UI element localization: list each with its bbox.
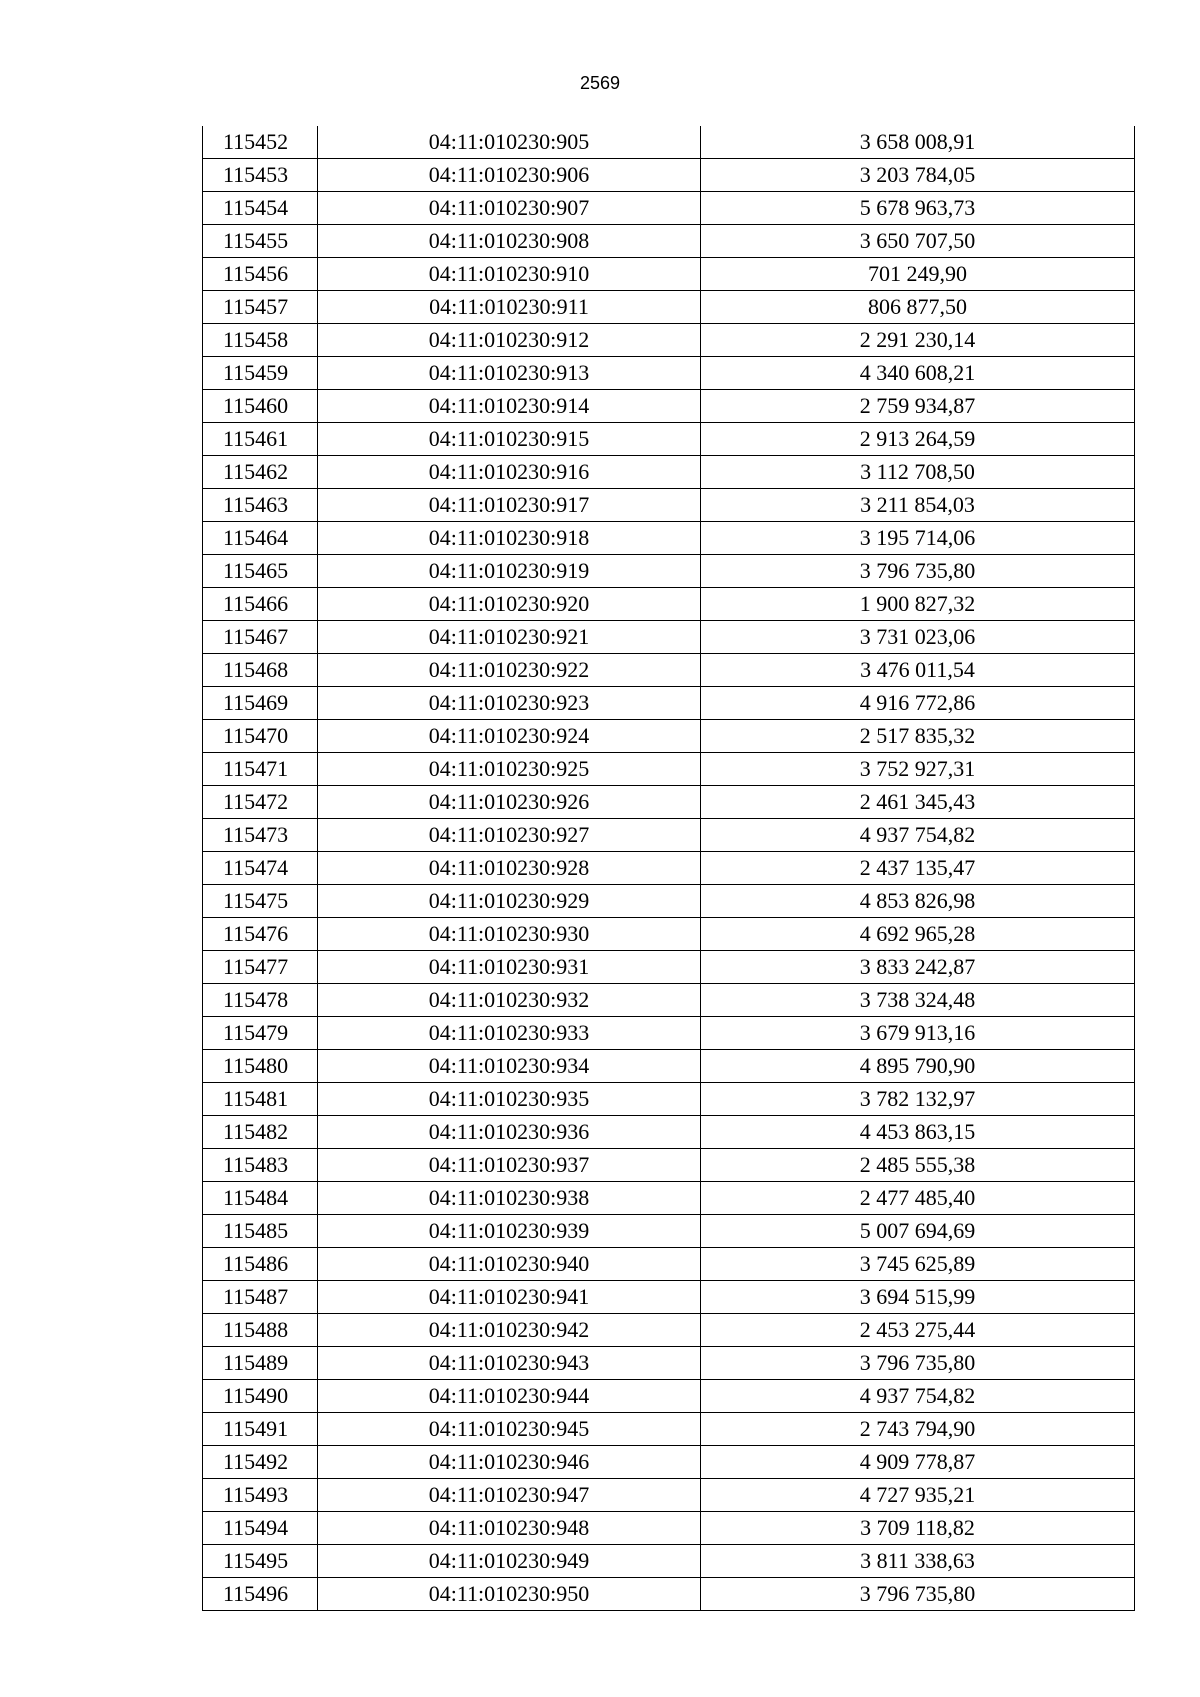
cadastral-number-cell: 04:11:010230:944 bbox=[318, 1380, 701, 1413]
cadastral-value-cell: 3 476 011,54 bbox=[701, 654, 1135, 687]
table-row bbox=[203, 423, 1135, 456]
cadastral-value-cell: 3 796 735,80 bbox=[701, 1347, 1135, 1380]
cadastral-number-cell: 04:11:010230:919 bbox=[318, 555, 701, 588]
row-number-cell: 115490 bbox=[203, 1380, 318, 1413]
table-row bbox=[203, 390, 1135, 423]
row-number-cell: 115467 bbox=[203, 621, 318, 654]
row-number-cell: 115496 bbox=[203, 1578, 318, 1611]
table-row bbox=[203, 1149, 1135, 1182]
cadastral-number-cell: 04:11:010230:925 bbox=[318, 753, 701, 786]
table-row bbox=[203, 621, 1135, 654]
row-number-cell: 115484 bbox=[203, 1182, 318, 1215]
row-number-cell: 115478 bbox=[203, 984, 318, 1017]
table-row bbox=[203, 1578, 1135, 1611]
cadastral-number-cell: 04:11:010230:929 bbox=[318, 885, 701, 918]
cadastral-number-cell: 04:11:010230:950 bbox=[318, 1578, 701, 1611]
table-row bbox=[203, 1314, 1135, 1347]
cadastral-number-cell: 04:11:010230:941 bbox=[318, 1281, 701, 1314]
cadastral-number-cell: 04:11:010230:905 bbox=[318, 126, 701, 159]
cadastral-value-cell: 2 913 264,59 bbox=[701, 423, 1135, 456]
cadastral-value-cell: 4 692 965,28 bbox=[701, 918, 1135, 951]
table-row bbox=[203, 1446, 1135, 1479]
table-row bbox=[203, 1281, 1135, 1314]
row-number-cell: 115459 bbox=[203, 357, 318, 390]
row-number-cell: 115482 bbox=[203, 1116, 318, 1149]
table-row bbox=[203, 456, 1135, 489]
row-number-cell: 115456 bbox=[203, 258, 318, 291]
table-row bbox=[203, 1347, 1135, 1380]
table-row bbox=[203, 1248, 1135, 1281]
table-row bbox=[203, 1479, 1135, 1512]
row-number-cell: 115487 bbox=[203, 1281, 318, 1314]
row-number-cell: 115480 bbox=[203, 1050, 318, 1083]
table-row bbox=[203, 687, 1135, 720]
row-number-cell: 115477 bbox=[203, 951, 318, 984]
cadastral-value-cell: 3 796 735,80 bbox=[701, 555, 1135, 588]
row-number-cell: 115457 bbox=[203, 291, 318, 324]
cadastral-value-cell: 4 727 935,21 bbox=[701, 1479, 1135, 1512]
cadastral-value-cell: 3 195 714,06 bbox=[701, 522, 1135, 555]
table-row bbox=[203, 225, 1135, 258]
cadastral-number-cell: 04:11:010230:918 bbox=[318, 522, 701, 555]
cadastral-number-cell: 04:11:010230:910 bbox=[318, 258, 701, 291]
table-row bbox=[203, 489, 1135, 522]
row-number-cell: 115453 bbox=[203, 159, 318, 192]
row-number-cell: 115471 bbox=[203, 753, 318, 786]
table-row bbox=[203, 951, 1135, 984]
cadastral-value-cell: 2 461 345,43 bbox=[701, 786, 1135, 819]
cadastral-number-cell: 04:11:010230:928 bbox=[318, 852, 701, 885]
cadastral-number-cell: 04:11:010230:926 bbox=[318, 786, 701, 819]
row-number-cell: 115494 bbox=[203, 1512, 318, 1545]
cadastral-number-cell: 04:11:010230:935 bbox=[318, 1083, 701, 1116]
table-row bbox=[203, 918, 1135, 951]
cadastral-value-cell: 3 796 735,80 bbox=[701, 1578, 1135, 1611]
cadastral-number-cell: 04:11:010230:908 bbox=[318, 225, 701, 258]
cadastral-value-cell: 701 249,90 bbox=[701, 258, 1135, 291]
table-row bbox=[203, 720, 1135, 753]
cadastral-number-cell: 04:11:010230:906 bbox=[318, 159, 701, 192]
table-row bbox=[203, 555, 1135, 588]
table-row bbox=[203, 786, 1135, 819]
cadastral-value-cell: 3 650 707,50 bbox=[701, 225, 1135, 258]
cadastral-number-cell: 04:11:010230:916 bbox=[318, 456, 701, 489]
cadastral-number-cell: 04:11:010230:920 bbox=[318, 588, 701, 621]
cadastral-number-cell: 04:11:010230:915 bbox=[318, 423, 701, 456]
cadastral-number-cell: 04:11:010230:921 bbox=[318, 621, 701, 654]
cadastral-number-cell: 04:11:010230:938 bbox=[318, 1182, 701, 1215]
cadastral-number-cell: 04:11:010230:948 bbox=[318, 1512, 701, 1545]
row-number-cell: 115481 bbox=[203, 1083, 318, 1116]
table-row bbox=[203, 588, 1135, 621]
row-number-cell: 115469 bbox=[203, 687, 318, 720]
table-row bbox=[203, 159, 1135, 192]
cadastral-number-cell: 04:11:010230:936 bbox=[318, 1116, 701, 1149]
row-number-cell: 115454 bbox=[203, 192, 318, 225]
table-row bbox=[203, 1017, 1135, 1050]
row-number-cell: 115470 bbox=[203, 720, 318, 753]
cadastral-value-cell: 5 678 963,73 bbox=[701, 192, 1135, 225]
row-number-cell: 115486 bbox=[203, 1248, 318, 1281]
cadastral-number-cell: 04:11:010230:934 bbox=[318, 1050, 701, 1083]
cadastral-number-cell: 04:11:010230:946 bbox=[318, 1446, 701, 1479]
cadastral-value-cell: 3 211 854,03 bbox=[701, 489, 1135, 522]
table-row bbox=[203, 852, 1135, 885]
row-number-cell: 115472 bbox=[203, 786, 318, 819]
cadastral-number-cell: 04:11:010230:945 bbox=[318, 1413, 701, 1446]
cadastral-number-cell: 04:11:010230:942 bbox=[318, 1314, 701, 1347]
table-row bbox=[203, 522, 1135, 555]
cadastral-value-cell: 3 694 515,99 bbox=[701, 1281, 1135, 1314]
table-row bbox=[203, 1116, 1135, 1149]
cadastral-value-cell: 4 853 826,98 bbox=[701, 885, 1135, 918]
cadastral-value-cell: 2 453 275,44 bbox=[701, 1314, 1135, 1347]
table-row bbox=[203, 258, 1135, 291]
table-row bbox=[203, 291, 1135, 324]
cadastral-number-cell: 04:11:010230:914 bbox=[318, 390, 701, 423]
cadastral-number-cell: 04:11:010230:940 bbox=[318, 1248, 701, 1281]
cadastral-number-cell: 04:11:010230:933 bbox=[318, 1017, 701, 1050]
table-row bbox=[203, 126, 1135, 159]
cadastral-value-cell: 4 909 778,87 bbox=[701, 1446, 1135, 1479]
cadastral-number-cell: 04:11:010230:939 bbox=[318, 1215, 701, 1248]
cadastral-value-cell: 2 517 835,32 bbox=[701, 720, 1135, 753]
cadastral-value-cell: 2 437 135,47 bbox=[701, 852, 1135, 885]
cadastral-number-cell: 04:11:010230:924 bbox=[318, 720, 701, 753]
cadastral-value-cell: 3 752 927,31 bbox=[701, 753, 1135, 786]
cadastral-number-cell: 04:11:010230:949 bbox=[318, 1545, 701, 1578]
row-number-cell: 115463 bbox=[203, 489, 318, 522]
row-number-cell: 115473 bbox=[203, 819, 318, 852]
cadastral-value-cell: 2 477 485,40 bbox=[701, 1182, 1135, 1215]
cadastral-number-cell: 04:11:010230:912 bbox=[318, 324, 701, 357]
cadastral-value-cell: 2 291 230,14 bbox=[701, 324, 1135, 357]
row-number-cell: 115464 bbox=[203, 522, 318, 555]
row-number-cell: 115461 bbox=[203, 423, 318, 456]
table-row bbox=[203, 192, 1135, 225]
row-number-cell: 115465 bbox=[203, 555, 318, 588]
row-number-cell: 115474 bbox=[203, 852, 318, 885]
row-number-cell: 115479 bbox=[203, 1017, 318, 1050]
row-number-cell: 115489 bbox=[203, 1347, 318, 1380]
table-row bbox=[203, 885, 1135, 918]
cadastral-number-cell: 04:11:010230:907 bbox=[318, 192, 701, 225]
table-row bbox=[203, 1545, 1135, 1578]
cadastral-value-cell: 3 745 625,89 bbox=[701, 1248, 1135, 1281]
cadastral-value-cell: 3 709 118,82 bbox=[701, 1512, 1135, 1545]
row-number-cell: 115460 bbox=[203, 390, 318, 423]
cadastral-number-cell: 04:11:010230:922 bbox=[318, 654, 701, 687]
cadastral-number-cell: 04:11:010230:943 bbox=[318, 1347, 701, 1380]
cadastral-value-cell: 4 453 863,15 bbox=[701, 1116, 1135, 1149]
row-number-cell: 115483 bbox=[203, 1149, 318, 1182]
cadastral-value-cell: 3 738 324,48 bbox=[701, 984, 1135, 1017]
cadastral-number-cell: 04:11:010230:923 bbox=[318, 687, 701, 720]
row-number-cell: 115475 bbox=[203, 885, 318, 918]
cadastral-value-cell: 4 937 754,82 bbox=[701, 1380, 1135, 1413]
cadastral-value-cell: 806 877,50 bbox=[701, 291, 1135, 324]
cadastral-number-cell: 04:11:010230:947 bbox=[318, 1479, 701, 1512]
cadastral-value-cell: 4 895 790,90 bbox=[701, 1050, 1135, 1083]
cadastral-value-cell: 4 937 754,82 bbox=[701, 819, 1135, 852]
cadastral-value-cell: 3 833 242,87 bbox=[701, 951, 1135, 984]
table-row bbox=[203, 324, 1135, 357]
row-number-cell: 115491 bbox=[203, 1413, 318, 1446]
cadastral-value-cell: 2 485 555,38 bbox=[701, 1149, 1135, 1182]
table-row bbox=[203, 1380, 1135, 1413]
cadastral-number-cell: 04:11:010230:937 bbox=[318, 1149, 701, 1182]
page-number: 2569 bbox=[579, 73, 621, 93]
cadastral-value-table bbox=[202, 126, 1135, 1611]
cadastral-value-cell: 4 916 772,86 bbox=[701, 687, 1135, 720]
row-number-cell: 115476 bbox=[203, 918, 318, 951]
table-row bbox=[203, 1512, 1135, 1545]
table-row bbox=[203, 654, 1135, 687]
cadastral-value-cell: 3 112 708,50 bbox=[701, 456, 1135, 489]
cadastral-number-cell: 04:11:010230:911 bbox=[318, 291, 701, 324]
cadastral-number-cell: 04:11:010230:930 bbox=[318, 918, 701, 951]
cadastral-value-cell: 2 759 934,87 bbox=[701, 390, 1135, 423]
cadastral-number-cell: 04:11:010230:927 bbox=[318, 819, 701, 852]
cadastral-value-cell: 3 811 338,63 bbox=[701, 1545, 1135, 1578]
row-number-cell: 115493 bbox=[203, 1479, 318, 1512]
table-row bbox=[203, 1182, 1135, 1215]
row-number-cell: 115488 bbox=[203, 1314, 318, 1347]
table-row bbox=[203, 753, 1135, 786]
cadastral-value-cell: 3 679 913,16 bbox=[701, 1017, 1135, 1050]
cadastral-value-cell: 4 340 608,21 bbox=[701, 357, 1135, 390]
row-number-cell: 115485 bbox=[203, 1215, 318, 1248]
table-row bbox=[203, 1083, 1135, 1116]
cadastral-number-cell: 04:11:010230:931 bbox=[318, 951, 701, 984]
cadastral-number-cell: 04:11:010230:913 bbox=[318, 357, 701, 390]
row-number-cell: 115455 bbox=[203, 225, 318, 258]
cadastral-number-cell: 04:11:010230:932 bbox=[318, 984, 701, 1017]
cadastral-number-cell: 04:11:010230:917 bbox=[318, 489, 701, 522]
cadastral-value-cell: 3 782 132,97 bbox=[701, 1083, 1135, 1116]
cadastral-value-cell: 1 900 827,32 bbox=[701, 588, 1135, 621]
row-number-cell: 115462 bbox=[203, 456, 318, 489]
row-number-cell: 115458 bbox=[203, 324, 318, 357]
table-row bbox=[203, 1050, 1135, 1083]
table-row bbox=[203, 819, 1135, 852]
row-number-cell: 115492 bbox=[203, 1446, 318, 1479]
row-number-cell: 115452 bbox=[203, 126, 318, 159]
row-number-cell: 115466 bbox=[203, 588, 318, 621]
table-row bbox=[203, 984, 1135, 1017]
table-body bbox=[203, 126, 1135, 1611]
row-number-cell: 115495 bbox=[203, 1545, 318, 1578]
row-number-cell: 115468 bbox=[203, 654, 318, 687]
cadastral-value-cell: 3 658 008,91 bbox=[701, 126, 1135, 159]
cadastral-value-cell: 2 743 794,90 bbox=[701, 1413, 1135, 1446]
table-row bbox=[203, 1413, 1135, 1446]
cadastral-value-cell: 3 731 023,06 bbox=[701, 621, 1135, 654]
cadastral-value-cell: 5 007 694,69 bbox=[701, 1215, 1135, 1248]
table-row bbox=[203, 357, 1135, 390]
cadastral-value-cell: 3 203 784,05 bbox=[701, 159, 1135, 192]
table-row bbox=[203, 1215, 1135, 1248]
